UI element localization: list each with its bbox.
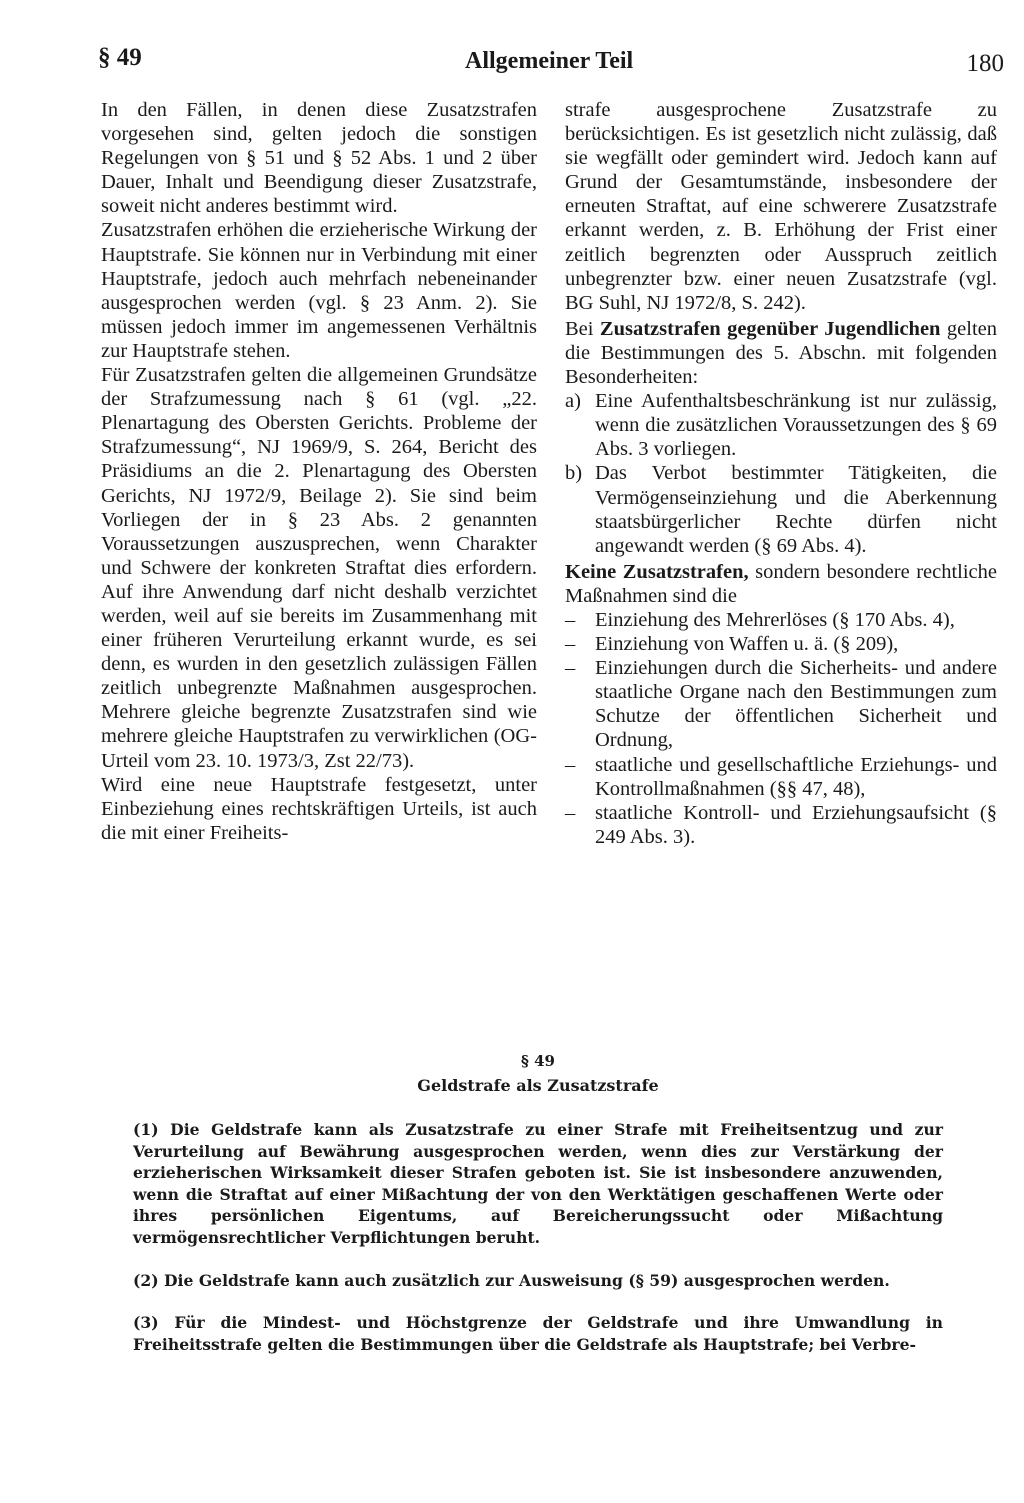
section-number: § 49 [521, 1052, 555, 1070]
list-marker: – [565, 753, 576, 776]
section-paragraph-3: (3) Für die Mindest- und Höchstgrenze der Geldstrafe und ihre Umwandlung in Freiheitsstrafe gelten die Bestimmungen über die Geldstrafe als Hauptstrafe; bei Verbre- [133, 1313, 943, 1354]
list-marker: – [565, 657, 576, 680]
juvenile-rules-list [565, 389, 997, 558]
p2-pre: Bei [565, 317, 594, 340]
right-paragraph-2 [565, 317, 997, 389]
p2-bold: Zusatzstrafen gegenüber Jugendlichen [599, 317, 941, 340]
p3-post: sondern besondere rechtliche Maßnahmen sind die [565, 560, 998, 607]
list-item [565, 461, 997, 557]
header-title: Allgemeiner Teil [465, 48, 634, 74]
right-paragraph-1: strafe ausgesprochene Zusatzstrafe zu berücksichtigen. Es ist gesetzlich nicht zulässig, daß sie wegfällt oder gemindert wird. Jedoch kann auf Grund der Gesamtumstände, insbesondere der erneuten Straftat, auf eine schwerere Zusatzstrafe erkannt werden, z. B. Erhöhung der Frist einer zeitlich begrenzten oder Ausspruch zeitlich unbegrenzter bzw. einer neuen Zusatzstrafe (vgl. BG Suhl, NJ 1972/8, S. 242). [565, 99, 997, 314]
left-paragraph-2: Zusatzstrafen erhöhen die erzieherische Wirkung der Hauptstrafe. Sie können nur in Verbindung mit einer Hauptstrafe, jedoch auch mehrfach nebeneinander ausgesprochen werden (vgl. § 23 Anm. 2). Sie müssen jedoch immer im angemessenen Verhältnis zur Hauptstrafe stehen. [101, 219, 537, 362]
left-column [101, 98, 537, 845]
list-item-text: Einziehung von Waffen u. ä. (§ 209), [595, 633, 899, 656]
list-item-text: staatliche und gesellschaftliche Erziehungs- und Kontrollmaßnahmen (§§ 47, 48), [595, 753, 997, 800]
left-paragraph-1: In den Fällen, in denen diese Zusatzstrafen vorgesehen sind, gelten jedoch die sonstigen Regelungen von § 51 und § 52 Abs. 1 und 2 über Dauer, Inhalt und Beendigung dieser Zusatzstrafe, soweit nicht anderes bestimmt wird. [101, 99, 537, 218]
list-marker: a) [565, 390, 581, 413]
section-paragraph-1: (1) Die Geldstrafe kann als Zusatzstrafe zu einer Strafe mit Freiheitsentzug und zur Verurteilung auf Bewährung ausgesprochen werden, wenn dies zur Verstärkung der erzieherischen Wirksamkeit dieser Strafen geboten ist. Sie ist insbesondere anzuwenden, wenn die Straftat auf einer Mißachtung der von den Werktätigen geschaffenen Werte oder ihres persönlichen Eigentums, auf Bereicherungssucht oder Mißachtung vermögensrechtlicher Verpflichtungen beruht. [133, 1120, 943, 1247]
list-item-text: Das Verbot bestimmter Tätigkeiten, die Vermögenseinziehung und die Aberkennung staatsbürgerlicher Rechte dürfen nicht angewandt werden (§ 69 Abs. 4). [595, 462, 997, 557]
list-marker: – [565, 633, 576, 656]
list-item [565, 608, 997, 632]
statute-section [133, 1052, 943, 1355]
section-paragraph-2: (2) Die Geldstrafe kann auch zusätzlich zur Ausweisung (§ 59) ausgesprochen werden. [133, 1270, 890, 1290]
list-item-text: staatliche Kontroll- und Erziehungsaufsicht (§ 249 Abs. 3). [595, 801, 997, 848]
list-item [565, 389, 997, 461]
list-item [565, 753, 997, 801]
p3-bold: Keine Zusatzstrafen, [565, 560, 749, 583]
list-marker: – [565, 608, 576, 631]
p2-post: gelten die Bestimmungen des 5. Abschn. mit folgenden Besonderheiten: [565, 317, 997, 389]
page-header [98, 44, 1008, 84]
list-item-text: Eine Aufenthaltsbeschränkung ist nur zulässig, wenn die zusätzlichen Voraussetzungen des § 69 Abs. 3 vorliegen. [595, 390, 997, 461]
right-column [565, 98, 997, 849]
left-paragraph-4: Wird eine neue Hauptstrafe festgesetzt, unter Einbeziehung eines rechtskräftigen Urteils, ist auch die mit einer Freiheits- [101, 773, 537, 844]
page-number: 180 [966, 50, 1004, 77]
list-marker: – [565, 801, 576, 824]
left-paragraph-3: Für Zusatzstrafen gelten die allgemeinen Grundsätze der Strafzumessung nach § 61 (vgl. „22. Plenartagung des Obersten Gerichts. Probleme der Strafzumessung“, NJ 1969/9, S. 264, Bericht des Präsidiums an die 2. Plenartagung des Obersten Gerichts, NJ 1972/9, Beilage 2). Sie sind beim Vorliegen der in § 23 Abs. 2 genannten Voraussetzungen auszusprechen, wenn Charakter und Schwere der konkreten Straftat dies erfordern. Auf ihre Anwendung darf nicht deshalb verzichtet werden, weil auf sie bereits im Zusammenhang mit einer früheren Verurteilung erkannt wurde, es sei denn, es wurden in den gesetzlich zulässigen Fällen zeitlich unbegrenzte Maßnahmen ausgesprochen. Mehrere gleiche begrenzte Zusatzstrafen sind wie mehrere gleiche Hauptstrafen zu verwirklichen (OG-Urteil vom 23. 10. 1973/3, Zst 22/73). [101, 364, 537, 772]
list-item [565, 632, 997, 656]
list-item-text: Einziehungen durch die Sicherheits- und andere staatliche Organe nach den Bestimmungen zum Schutze der öffentlichen Sicherheit und Ordnung, [595, 657, 997, 752]
right-paragraph-3 [565, 560, 997, 608]
measures-list [565, 608, 997, 849]
section-title: Geldstrafe als Zusatzstrafe [417, 1076, 659, 1095]
list-item [565, 801, 997, 849]
list-item [565, 656, 997, 752]
list-marker: b) [565, 462, 583, 485]
list-item-text: Einziehung des Mehrerlöses (§ 170 Abs. 4), [595, 608, 955, 631]
header-section-number: § 49 [98, 44, 142, 71]
